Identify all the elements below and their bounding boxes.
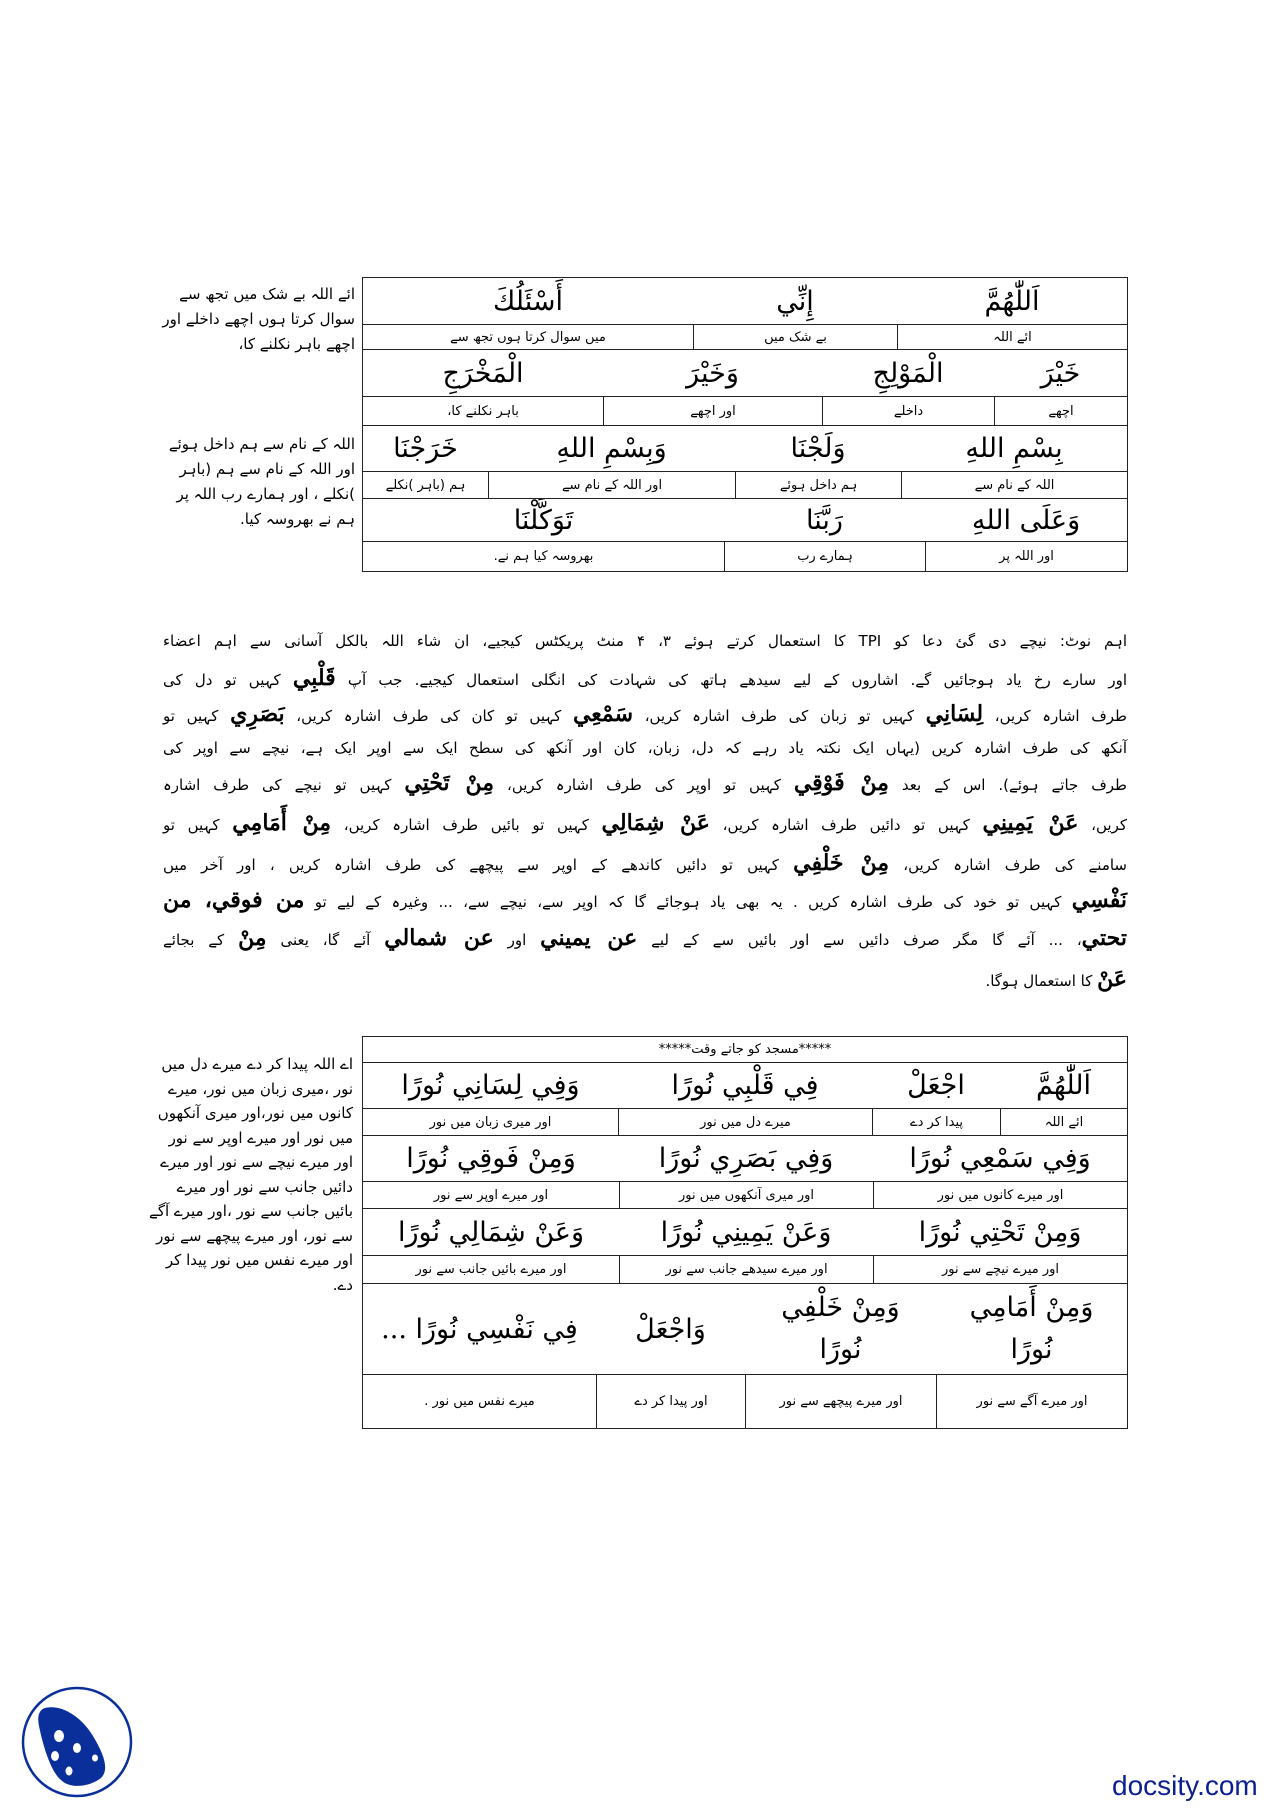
- note-text: آئے گا، یعنی: [266, 931, 385, 949]
- translation-cell: اور میرے پیچھے سے نور: [745, 1375, 936, 1428]
- note-text: سامنے کی طرف اشارہ کریں،: [889, 856, 1127, 874]
- arabic-keyword: نَفْسِي: [1071, 887, 1127, 913]
- translation-row: [363, 325, 1127, 350]
- note-text: اہم نوٹ: نیچے دی گئ دعا کو TPI کا استعمال کرتے ہوئے ۳، ۴ منٹ پریکٹس کیجیے، ان شاء اللہ بالکل آسانی سے اہم اعضاء: [163, 632, 1127, 650]
- arabic-phrase-cell: وَمِنْ خَلْفِي نُورًا: [781, 1292, 900, 1365]
- note-text: کہیں تو: [163, 707, 231, 725]
- arabic-phrase-cell: اجْعَلْ: [907, 1070, 965, 1101]
- note-line: [163, 923, 1127, 955]
- arabic-row: [363, 278, 1127, 325]
- arabic-phrase-cell: خَرَجْنَا: [393, 433, 458, 464]
- translation-cell: اور اللہ کے نام سے: [488, 472, 735, 498]
- note-text: طرف اشارہ کریں،: [983, 707, 1127, 725]
- arabic-phrase-cell: رَبَّنَا: [806, 504, 843, 536]
- arabic-phrase-cell: وَخَيْرَ: [686, 357, 739, 389]
- translation-cell: اور میرے اوپر سے نور: [433, 1187, 549, 1203]
- arabic-phrase-cell: الْمَخْرَجِ: [442, 357, 524, 389]
- translation-cell: میرے نفس میں نور .: [424, 1394, 535, 1409]
- translation-cell: داخلے: [822, 397, 994, 425]
- arabic-keyword: من فوقي، من: [163, 887, 305, 913]
- note-text: کریں،: [1078, 816, 1127, 834]
- side-translation-bottom: اللہ کے نام سے ہم داخل ہوئے اور اللہ کے نام سے ہم (باہر )نکلے ، اور ہمارے رب اللہ پر ہم نے بھروسہ کیا.: [168, 435, 355, 528]
- arabic-keyword: عن شمالي: [384, 925, 494, 951]
- arabic-phrase-cell: بِسْمِ اللهِ: [965, 433, 1063, 464]
- translation-cell: ائے اللہ: [1000, 1109, 1127, 1135]
- side-translation-top: ائے اللہ بے شک میں تجھ سے سوال کرتا ہوں اچھے داخلے اور اچھے باہر نکلنے کا،: [162, 285, 355, 353]
- docsity-logo: [21, 1686, 134, 1798]
- arabic-keyword: عَنْ يَمِينِي: [982, 810, 1079, 836]
- arabic-phrase-cell: فِي نَفْسِي نُورًا ...: [381, 1313, 578, 1345]
- note-text: کا استعمال ہوگا.: [985, 972, 1098, 990]
- translation-cell: باہر نکلنے کا،: [447, 403, 519, 419]
- arabic-keyword: مِنْ فَوْقِي: [793, 770, 889, 796]
- translation-cell: ہم داخل ہوئے: [735, 472, 901, 498]
- arabic-row: [363, 350, 1127, 397]
- translation-row: [363, 1375, 1127, 1429]
- arabic-phrase-cell: تَوَكَّلْنَا: [513, 504, 574, 536]
- translation-cell: اور میرے سیدھے جانب سے نور: [619, 1256, 873, 1283]
- arabic-phrase-cell: وَعَنْ يَمِينِي نُورًا: [660, 1216, 832, 1248]
- translation-row: [363, 1182, 1127, 1209]
- note-text: کہیں تو دائیں طرف اشارہ کریں،: [709, 816, 983, 834]
- arabic-row: [363, 1209, 1127, 1256]
- arabic-keyword: مِنْ تَحْتِي: [404, 770, 495, 796]
- note-text: کہیں تو بائیں طرف اشارہ کریں،: [331, 816, 602, 834]
- note-line: [163, 808, 1127, 840]
- arabic-phrase-cell: وَمِنْ تَحْتِي نُورًا: [918, 1216, 1082, 1248]
- translation-cell: اور میرے آگے سے نور: [936, 1375, 1127, 1428]
- arabic-phrase-cell: وَعَلَى اللهِ: [971, 504, 1081, 536]
- translation-cell: اور میرے کانوں میں نور: [873, 1182, 1127, 1208]
- note-line: [163, 964, 1127, 996]
- note-text: کہیں تو زبان کی طرف اشارہ کریں،: [633, 707, 926, 725]
- arabic-phrase-cell: وَمِنْ أَمَامِي نُورًا: [969, 1292, 1094, 1365]
- note-line: [163, 663, 1127, 695]
- translation-row: [363, 1109, 1127, 1136]
- translation-cell: ہمارے رب: [724, 542, 925, 571]
- translation-cell: میں سوال کرتا ہوں تجھ سے: [450, 329, 606, 345]
- arabic-keyword: سَمْعِي: [572, 701, 634, 727]
- translation-cell: اور اللہ پر: [925, 542, 1127, 571]
- note-text: کہیں تو اوپر کی طرف اشارہ کریں،: [494, 776, 794, 794]
- note-line: [163, 768, 1127, 800]
- arabic-keyword: تحتي: [1081, 925, 1127, 951]
- translation-cell: بھروسہ کیا ہم نے.: [493, 549, 594, 564]
- arabic-phrase-cell: أَسْئَلُكَ: [493, 285, 563, 317]
- arabic-keyword: عَنْ: [1097, 966, 1127, 992]
- note-text: آنکھ کی طرف اشارہ کریں (یہاں ایک نکتہ یاد رہے کہ دل، زبان، کان اور آنکھ کی سطح ایک سے اوپر ایک ہے، نیچے سے اوپر کی: [163, 739, 1127, 757]
- note-text: کہیں تو خود کی طرف اشارہ کریں . یہ بھی یاد ہوجائے گا کہ اوپر سے، نیچے سے، ... وغیرہ کے لیے تو: [304, 893, 1072, 911]
- note-text: کہیں تو دل کی: [163, 671, 293, 689]
- note-line: [163, 626, 1127, 656]
- note-line: [163, 733, 1127, 763]
- translation-cell: ائے اللہ: [897, 325, 1127, 349]
- translation-cell: بے شک میں: [693, 325, 897, 349]
- note-text: طرف جاتے ہوئے). اس کے بعد: [888, 776, 1127, 794]
- arabic-phrase-cell: إِنِّي: [776, 285, 814, 317]
- translation-row: [363, 542, 1127, 572]
- mosque-dua-side-translation: اے اللہ پیدا کر دے میرے دل میں نور ،میری زبان میں نور، میرے کانوں میں نور،اور میری آنکھوں میں نور اور میرے اوپر سے نور اور میرے نیچے سے نور اور میرے دائیں جانب سے نور اور میرے بائیں جانب سے نور ،اور میرے آگے سے نور، اور میرے پیچھے سے نور اور میرے نفس میں نور پیدا کر دے.: [149, 1055, 353, 1294]
- arabic-phrase-cell: وَلَجْنَا: [790, 433, 846, 464]
- table-header: *****مسجد کو جاتے وقت*****: [658, 1042, 832, 1057]
- note-text: ، ... آئے گا مگر صرف دائیں سے اور بائیں سے کے لیے: [637, 931, 1082, 949]
- dua-entering-table: [362, 277, 1128, 572]
- arabic-phrase-cell: وَعَنْ شِمَالِي نُورًا: [397, 1216, 585, 1248]
- arabic-phrase-cell: وَفِي لِسَانِي نُورًا: [401, 1070, 580, 1101]
- note-text: اور سارے رخ یاد ہوجائیں گے. اشاروں کے لیے سیدھے ہاتھ کی شہادت کی انگلی استعمال کیجیے. جب آپ: [335, 671, 1128, 689]
- arabic-keyword: مِنْ أَمَامِي: [232, 810, 332, 836]
- arabic-keyword: قَلْبِي: [292, 665, 336, 691]
- docsity-brand-text[interactable]: docsity.com: [1112, 1770, 1258, 1801]
- note-line: [163, 885, 1127, 917]
- translation-cell: اور پیدا کر دے: [596, 1375, 745, 1428]
- translation-cell: اور میرے نیچے سے نور: [873, 1256, 1127, 1283]
- arabic-keyword: عَنْ شِمَالِي: [601, 810, 710, 836]
- note-text: کہیں تو دائیں کاندھے کے اوپر سے پیچھے کی طرف اشارہ کریں ، اور آخر میں: [163, 856, 794, 874]
- translation-cell: ہم (باہر )نکلے: [385, 477, 466, 493]
- translation-cell: اور میرے بائیں جانب سے نور: [415, 1262, 567, 1277]
- arabic-phrase-cell: وَفِي سَمْعِي نُورًا: [909, 1143, 1091, 1174]
- translation-cell: پیدا کر دے: [872, 1109, 1000, 1135]
- arabic-phrase-cell: فِي قَلْبِي نُورًا: [671, 1070, 819, 1101]
- arabic-keyword: مِنْ خَلْفِي: [793, 850, 890, 876]
- note-text: کہیں تو: [163, 816, 233, 834]
- translation-row: [363, 1256, 1127, 1284]
- arabic-phrase-cell: اَللّٰهُمَّ: [984, 285, 1040, 317]
- translation-cell: اور میری آنکھوں میں نور: [619, 1182, 873, 1208]
- translation-row: [363, 397, 1127, 426]
- arabic-phrase-cell: وَاجْعَلْ: [635, 1313, 706, 1345]
- translation-row: [363, 472, 1127, 499]
- arabic-row: [363, 1136, 1127, 1182]
- note-text: کہیں تو کان کی طرف اشارہ کریں،: [284, 707, 573, 725]
- note-text: کہیں تو نیچے کی طرف اشارہ: [163, 776, 405, 794]
- translation-cell: اور اچھے: [603, 397, 822, 425]
- arabic-row: [363, 1063, 1127, 1109]
- arabic-keyword: بَصَرِي: [230, 701, 285, 727]
- translation-cell: اچھے: [994, 397, 1127, 425]
- arabic-keyword: مِنْ: [238, 925, 267, 951]
- mosque-dua-table: [362, 1036, 1128, 1429]
- arabic-keyword: عن يميني: [540, 925, 638, 951]
- note-text: کے بجائے: [163, 931, 239, 949]
- arabic-phrase-cell: وَمِنْ فَوقِي نُورًا: [406, 1143, 576, 1174]
- arabic-row: [363, 499, 1127, 542]
- arabic-row: [363, 426, 1127, 472]
- translation-cell: میرے دل میں نور: [618, 1109, 872, 1135]
- translation-cell: اللہ کے نام سے: [901, 472, 1127, 498]
- arabic-phrase-cell: خَيْرَ: [1040, 357, 1081, 389]
- arabic-phrase-cell: الْمَوْلِجِ: [872, 357, 944, 389]
- arabic-row: [363, 1284, 1127, 1375]
- note-line: [163, 699, 1127, 731]
- arabic-phrase-cell: وَفِي بَصَرِي نُورًا: [658, 1143, 834, 1174]
- arabic-phrase-cell: وَبِسْمِ اللهِ: [556, 433, 667, 464]
- note-text: اور: [493, 931, 541, 949]
- arabic-keyword: لِسَانِي: [925, 701, 984, 727]
- arabic-phrase-cell: اَللّٰهُمَّ: [1035, 1070, 1092, 1101]
- translation-cell: اور میری زبان میں نور: [429, 1114, 552, 1130]
- note-line: [163, 848, 1127, 880]
